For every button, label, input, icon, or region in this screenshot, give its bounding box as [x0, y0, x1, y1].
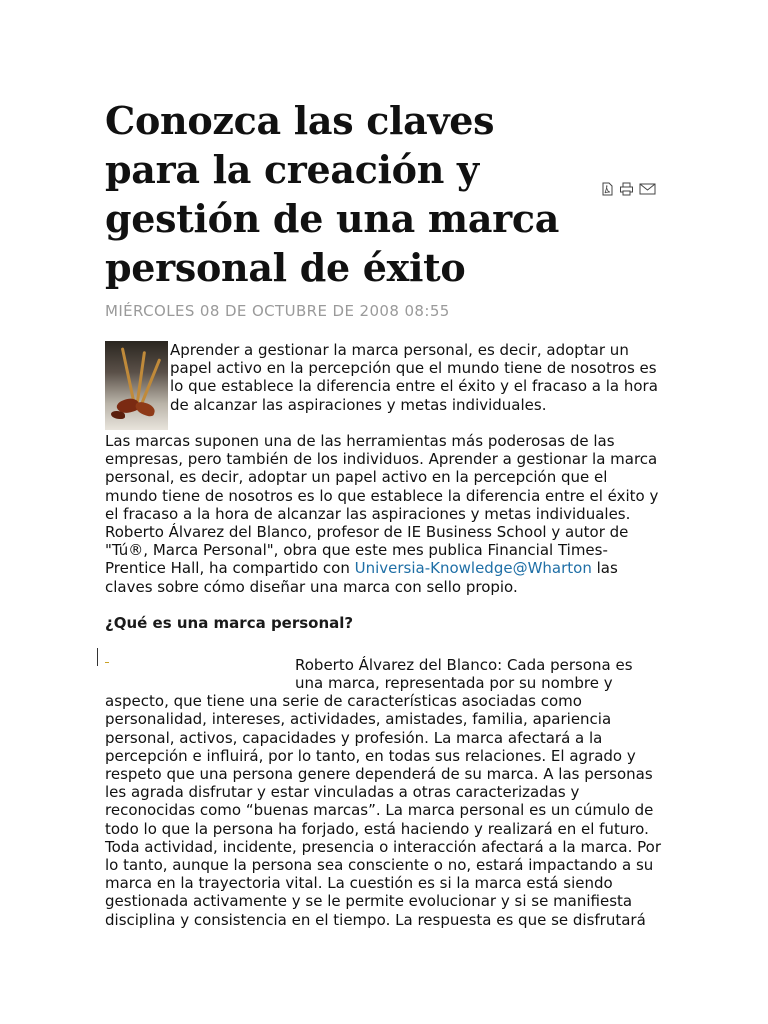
publish-date: MIÉRCOLES 08 DE OCTUBRE DE 2008 08:55 — [105, 302, 450, 320]
broken-image-mark — [105, 662, 109, 663]
title-row — [105, 96, 661, 292]
intro-paragraph: Aprender a gestionar la marca personal, es decir, adoptar un papel activo en la percepción que el mundo tiene de nosotros es lo que establece la diferencia entre el éxito y el fracaso a la hora de alcanzar las aspiraciones y metas individuales. — [170, 341, 658, 414]
body-paragraph — [105, 432, 661, 596]
article-thumbnail — [105, 341, 168, 430]
print-icon[interactable] — [619, 182, 634, 196]
pdf-icon[interactable] — [601, 182, 614, 196]
answer-block — [105, 656, 661, 929]
intro-block — [105, 341, 661, 414]
universia-knowledge-link[interactable]: Universia-Knowledge@Wharton — [354, 559, 592, 578]
text-cursor — [97, 648, 98, 666]
article — [105, 96, 661, 929]
answer-paragraph: Roberto Álvarez del Blanco: Cada persona es una marca, representada por su nombre y aspecto, que tiene una serie de características asociadas como personalidad, intereses, actividades, amistades, familia, apariencia personal, activos, capacidades y profesión. La marca afectará a la percepción e influirá, por lo tanto, en todas sus relaciones. El agrado y respeto que una persona genere dependerá de su marca. A las personas les agrada disfrutar y estar vinculadas a otras caracterizadas y reconocidas como “buenas marcas”. La marca personal es un cúmulo de todo lo que la persona ha forjado, está haciendo y realizará en el futuro. Toda actividad, incidente, presencia o interacción afectará a la marca. Por lo tanto, aunque la persona sea consciente o no, estará impactando a su marca en la trayectoria vital. La cuestión es si la marca está siendo gestionada activamente y se le permite evolucionar y si se manifiesta disciplina y consistencia en el tiempo. La respuesta es que se disfrutará — [105, 655, 661, 929]
paragraph-text-start: Las marcas suponen una de las herramientas más poderosas de las empresas, pero también de los individuos. Aprender a gestionar la marca personal, es decir, adoptar un papel activo en la percepción que el mundo tiene de nosotros es lo que establece la diferencia entre el éxito y el fracaso a la hora de alcanzar las aspiraciones y metas individuales. Roberto Álvarez del Blanco, profesor de IE Business School y autor de "Tú®, Marca Personal", obra que este mes publica Financial Times-Prentice Hall, ha compartido con — [105, 432, 659, 578]
image-placeholder — [105, 656, 295, 692]
article-title: Conozca las claves para la creación y gestión de una marca personal de éxito — [105, 98, 560, 290]
section-question: ¿Qué es una marca personal? — [105, 613, 354, 632]
paragraph-text-end: las claves sobre cómo diseñar una marca con sello propio. — [105, 559, 618, 596]
article-tools — [601, 182, 656, 196]
email-icon[interactable] — [639, 183, 656, 195]
